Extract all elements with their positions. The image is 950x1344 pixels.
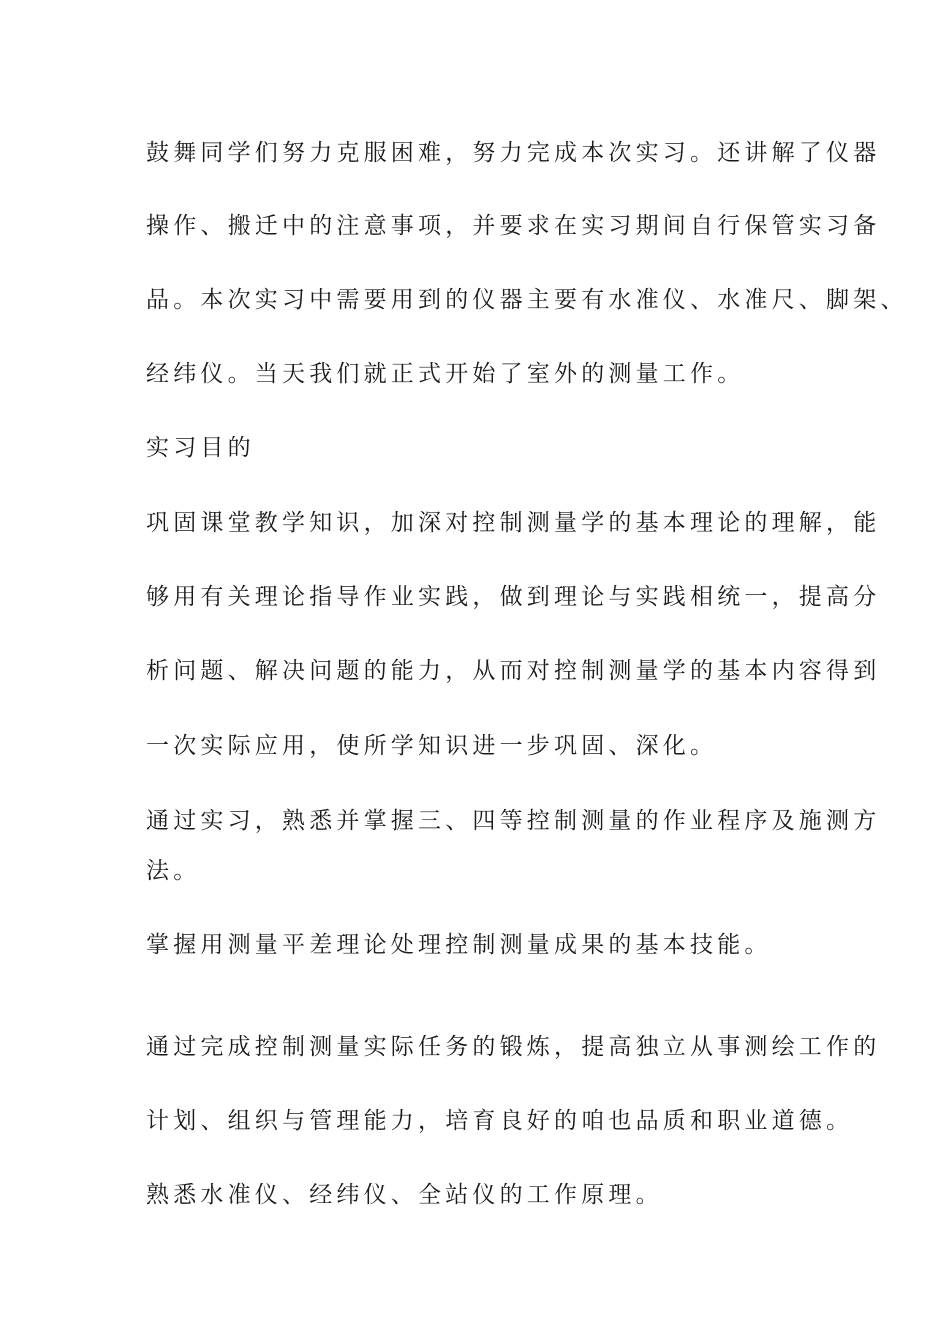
- paragraph-line-12: 掌握用测量平差理论处理控制测量成果的基本技能。: [146, 932, 772, 958]
- paragraph-line-14: 计划、组织与管理能力，培育良好的咱也品质和职业道德。: [146, 1108, 854, 1134]
- paragraph-line-4: 经纬仪。当天我们就正式开始了室外的测量工作。: [146, 361, 745, 387]
- paragraph-line-10: 通过实习，熟悉并掌握三、四等控制测量的作业程序及施测方: [146, 808, 881, 834]
- paragraph-line-9: 一次实际应用，使所学知识进一步巩固、深化。: [146, 733, 718, 759]
- section-heading: 实习目的: [146, 435, 255, 461]
- paragraph-line-15: 熟悉水准仪、经纬仪、全站仪的工作原理。: [146, 1182, 663, 1208]
- paragraph-line-1: 鼓舞同学们努力克服困难，努力完成本次实习。还讲解了仪器: [146, 140, 881, 166]
- paragraph-line-6: 巩固课堂教学知识，加深对控制测量学的基本理论的理解，能: [146, 510, 881, 536]
- paragraph-line-8: 析问题、解决问题的能力，从而对控制测量学的基本内容得到: [146, 658, 881, 684]
- paragraph-line-11: 法。: [146, 858, 201, 884]
- paragraph-line-13: 通过完成控制测量实际任务的锻炼，提高独立从事测绘工作的: [146, 1034, 881, 1060]
- paragraph-line-3: 品。本次实习中需要用到的仪器主要有水准仪、水准尺、脚架、: [146, 287, 908, 313]
- paragraph-line-7: 够用有关理论指导作业实践，做到理论与实践相统一，提高分: [146, 584, 881, 610]
- paragraph-line-2: 操作、搬迁中的注意事项，并要求在实习期间自行保管实习备: [146, 213, 881, 239]
